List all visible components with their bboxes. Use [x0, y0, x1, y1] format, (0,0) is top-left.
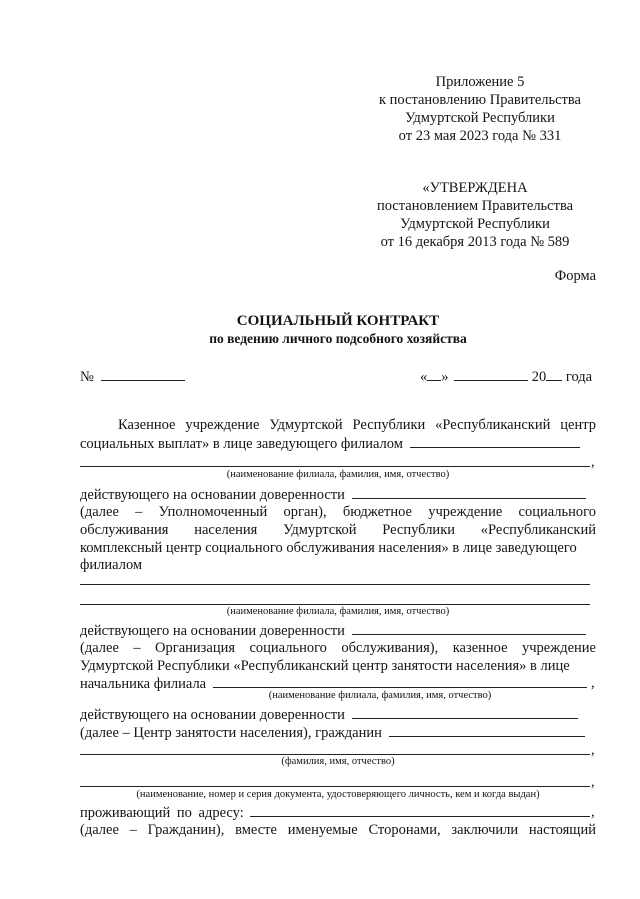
p2-line4: филиалом	[80, 557, 143, 573]
approved-date: от 16 декабря 2013 года № 589	[380, 234, 570, 250]
caption-4: (фамилия, имя, отчество)	[281, 756, 395, 767]
approved-resolution: постановлением Правительства	[376, 198, 574, 214]
appendix-date: от 23 мая 2023 года № 331	[398, 128, 562, 144]
p3-line1: (далее – Организация социального обслуживания), казенное учреждение	[80, 640, 596, 656]
p1-line2	[80, 435, 580, 453]
comma-6: ,	[591, 804, 595, 820]
caption-5: (наименование, номер и серия документа, удостоверяющего личность, кем и когда выдан)	[136, 789, 540, 800]
p3-line2: Удмуртской Республики «Республиканский центр занятости населения» в лице	[80, 658, 570, 674]
p4-line1	[80, 724, 585, 742]
appendix-republic: Удмуртской Республики	[405, 110, 555, 126]
branch-head-line-2b[interactable]	[80, 604, 590, 605]
contract-number	[80, 368, 185, 386]
p3-line3-text: начальника филиала	[80, 676, 207, 692]
number-label: №	[80, 369, 94, 385]
address-label: проживающий по адресу:	[80, 805, 244, 821]
comma-4: ,	[591, 742, 595, 758]
power-of-attorney-blank-1[interactable]	[352, 486, 586, 499]
branch-head-line-2a[interactable]	[80, 584, 590, 585]
caption-2: (наименование филиала, фамилия, имя, отчество)	[226, 606, 450, 617]
branch-head-blank-3[interactable]	[213, 675, 587, 688]
p5-line1	[80, 804, 590, 822]
approved-title: «УТВЕРЖДЕНА	[422, 180, 528, 196]
citizen-name-blank-1[interactable]	[389, 724, 585, 737]
contract-date	[420, 368, 592, 386]
identity-document-line[interactable]	[80, 786, 590, 787]
branch-head-line-1[interactable]	[80, 466, 590, 467]
month-blank[interactable]	[454, 368, 528, 381]
caption-3: (наименование филиала, фамилия, имя, отчество)	[268, 690, 492, 701]
contract-title: СОЦИАЛЬНЫЙ КОНТРАКТ	[236, 313, 440, 329]
appendix-resolution: к постановлению Правительства	[379, 92, 581, 108]
number-blank[interactable]	[101, 368, 185, 381]
acting-text-1: действующего на основании доверенности	[80, 487, 345, 503]
year-prefix: 20	[531, 369, 547, 385]
day-blank[interactable]	[427, 368, 441, 381]
acting-line-2	[80, 622, 586, 640]
branch-head-blank-1[interactable]	[410, 435, 580, 448]
approved-republic: Удмуртской Республики	[400, 216, 550, 232]
p4-line1-text: (далее – Центр занятости населения), гражданин	[80, 725, 382, 741]
p2-line1: (далее – Уполномоченный орган), бюджетное учреждение социального	[80, 504, 596, 520]
comma-3: ,	[591, 675, 595, 691]
date-close-quote: »	[441, 369, 449, 385]
p2-line3: комплексный центр социального обслуживания населения» в лице заведующего	[80, 540, 577, 556]
acting-text-3: действующего на основании доверенности	[80, 707, 345, 723]
comma-1: ,	[591, 454, 595, 470]
contract-subtitle: по ведению личного подсобного хозяйства	[209, 331, 467, 346]
p5-line2: (далее – Гражданин), вместе именуемые Сторонами, заключили настоящий	[80, 822, 596, 838]
power-of-attorney-blank-3[interactable]	[352, 706, 578, 719]
power-of-attorney-blank-2[interactable]	[352, 622, 586, 635]
acting-line-3	[80, 706, 578, 724]
form-label: Форма	[554, 268, 596, 284]
acting-line-1	[80, 486, 586, 504]
year-blank[interactable]	[546, 368, 562, 381]
acting-text-2: действующего на основании доверенности	[80, 623, 345, 639]
comma-5: ,	[591, 774, 595, 790]
year-suffix: года	[565, 369, 593, 385]
p1-line2-text: социальных выплат» в лице заведующего филиалом	[80, 436, 403, 452]
appendix-number: Приложение 5	[435, 74, 525, 90]
p1-line1: Казенное учреждение Удмуртской Республики «Республиканский центр	[118, 417, 596, 433]
address-blank[interactable]	[250, 804, 590, 817]
citizen-name-line[interactable]	[80, 754, 590, 755]
p2-line2: обслуживания населения Удмуртской Республики «Республиканский	[80, 522, 596, 538]
caption-1: (наименование филиала, фамилия, имя, отчество)	[226, 469, 450, 480]
date-open-quote: «	[420, 369, 428, 385]
